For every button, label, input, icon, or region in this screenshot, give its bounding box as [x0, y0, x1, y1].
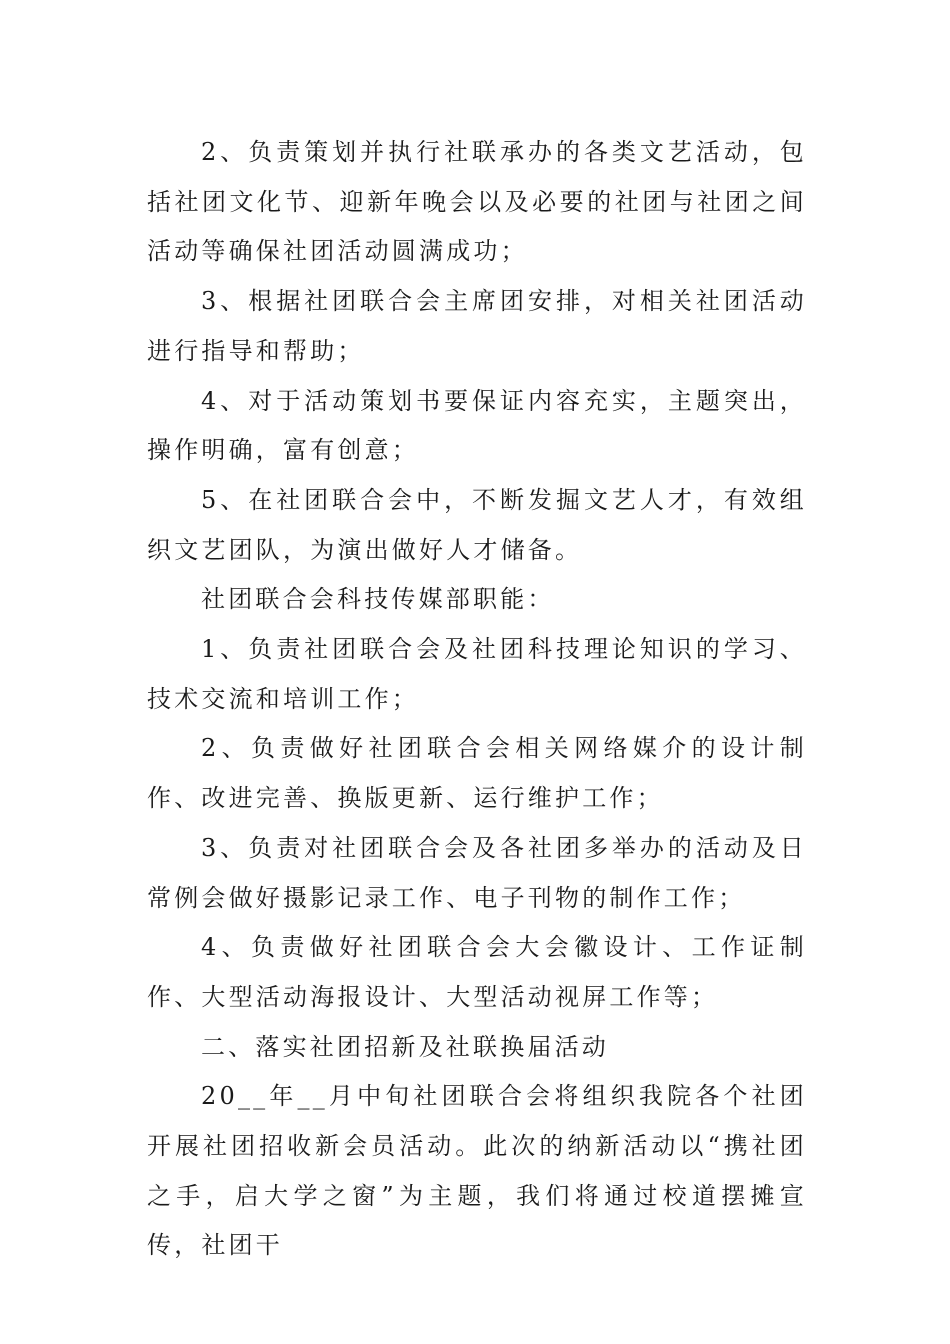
paragraph-duty-5-talent: 5、在社团联合会中，不断发掘文艺人才，有效组织文艺团队，为演出做好人才储备。: [147, 485, 807, 564]
paragraph-duty-3-guidance: 3、根据社团联合会主席团安排，对相关社团活动进行指导和帮助；: [147, 287, 807, 365]
paragraph-tech-duty-1: 1、负责社团联合会及社团科技理论知识的学习、技术交流和培训工作；: [147, 635, 807, 713]
paragraph-tech-duty-4: 4、负责做好社团联合会大会徽设计、工作证制作、大型活动海报设计、大型活动视屏工作等；: [147, 933, 807, 1011]
document-body: [147, 128, 807, 1271]
paragraph-recruitment-plan: 20__年__月中旬社团联合会将组织我院各个社团开展社团招收新会员活动。此次的纳新活动以“携社团之手，启大学之窗”为主题，我们将通过校道摆摊宣传，社团干: [147, 1082, 807, 1260]
paragraph-duty-2-arts: 2、负责策划并执行社联承办的各类文艺活动，包括社团文化节、迎新年晚会以及必要的社团与社团之间活动等确保社团活动圆满成功；: [147, 138, 807, 266]
paragraph-duty-4-planning: 4、对于活动策划书要保证内容充实，主题突出，操作明确，富有创意；: [147, 386, 807, 465]
paragraph-tech-duty-2: 2、负责做好社团联合会相关网络媒介的设计制作、改进完善、换版更新、运行维护工作；: [147, 734, 807, 813]
paragraph-tech-duty-3: 3、负责对社团联合会及各社团多举办的活动及日常例会做好摄影记录工作、电子刊物的制作工作；: [147, 833, 807, 912]
section-heading-tech-media: 社团联合会科技传媒部职能：: [201, 585, 555, 614]
section-heading-recruitment: 二、落实社团招新及社联换届活动: [201, 1032, 609, 1061]
